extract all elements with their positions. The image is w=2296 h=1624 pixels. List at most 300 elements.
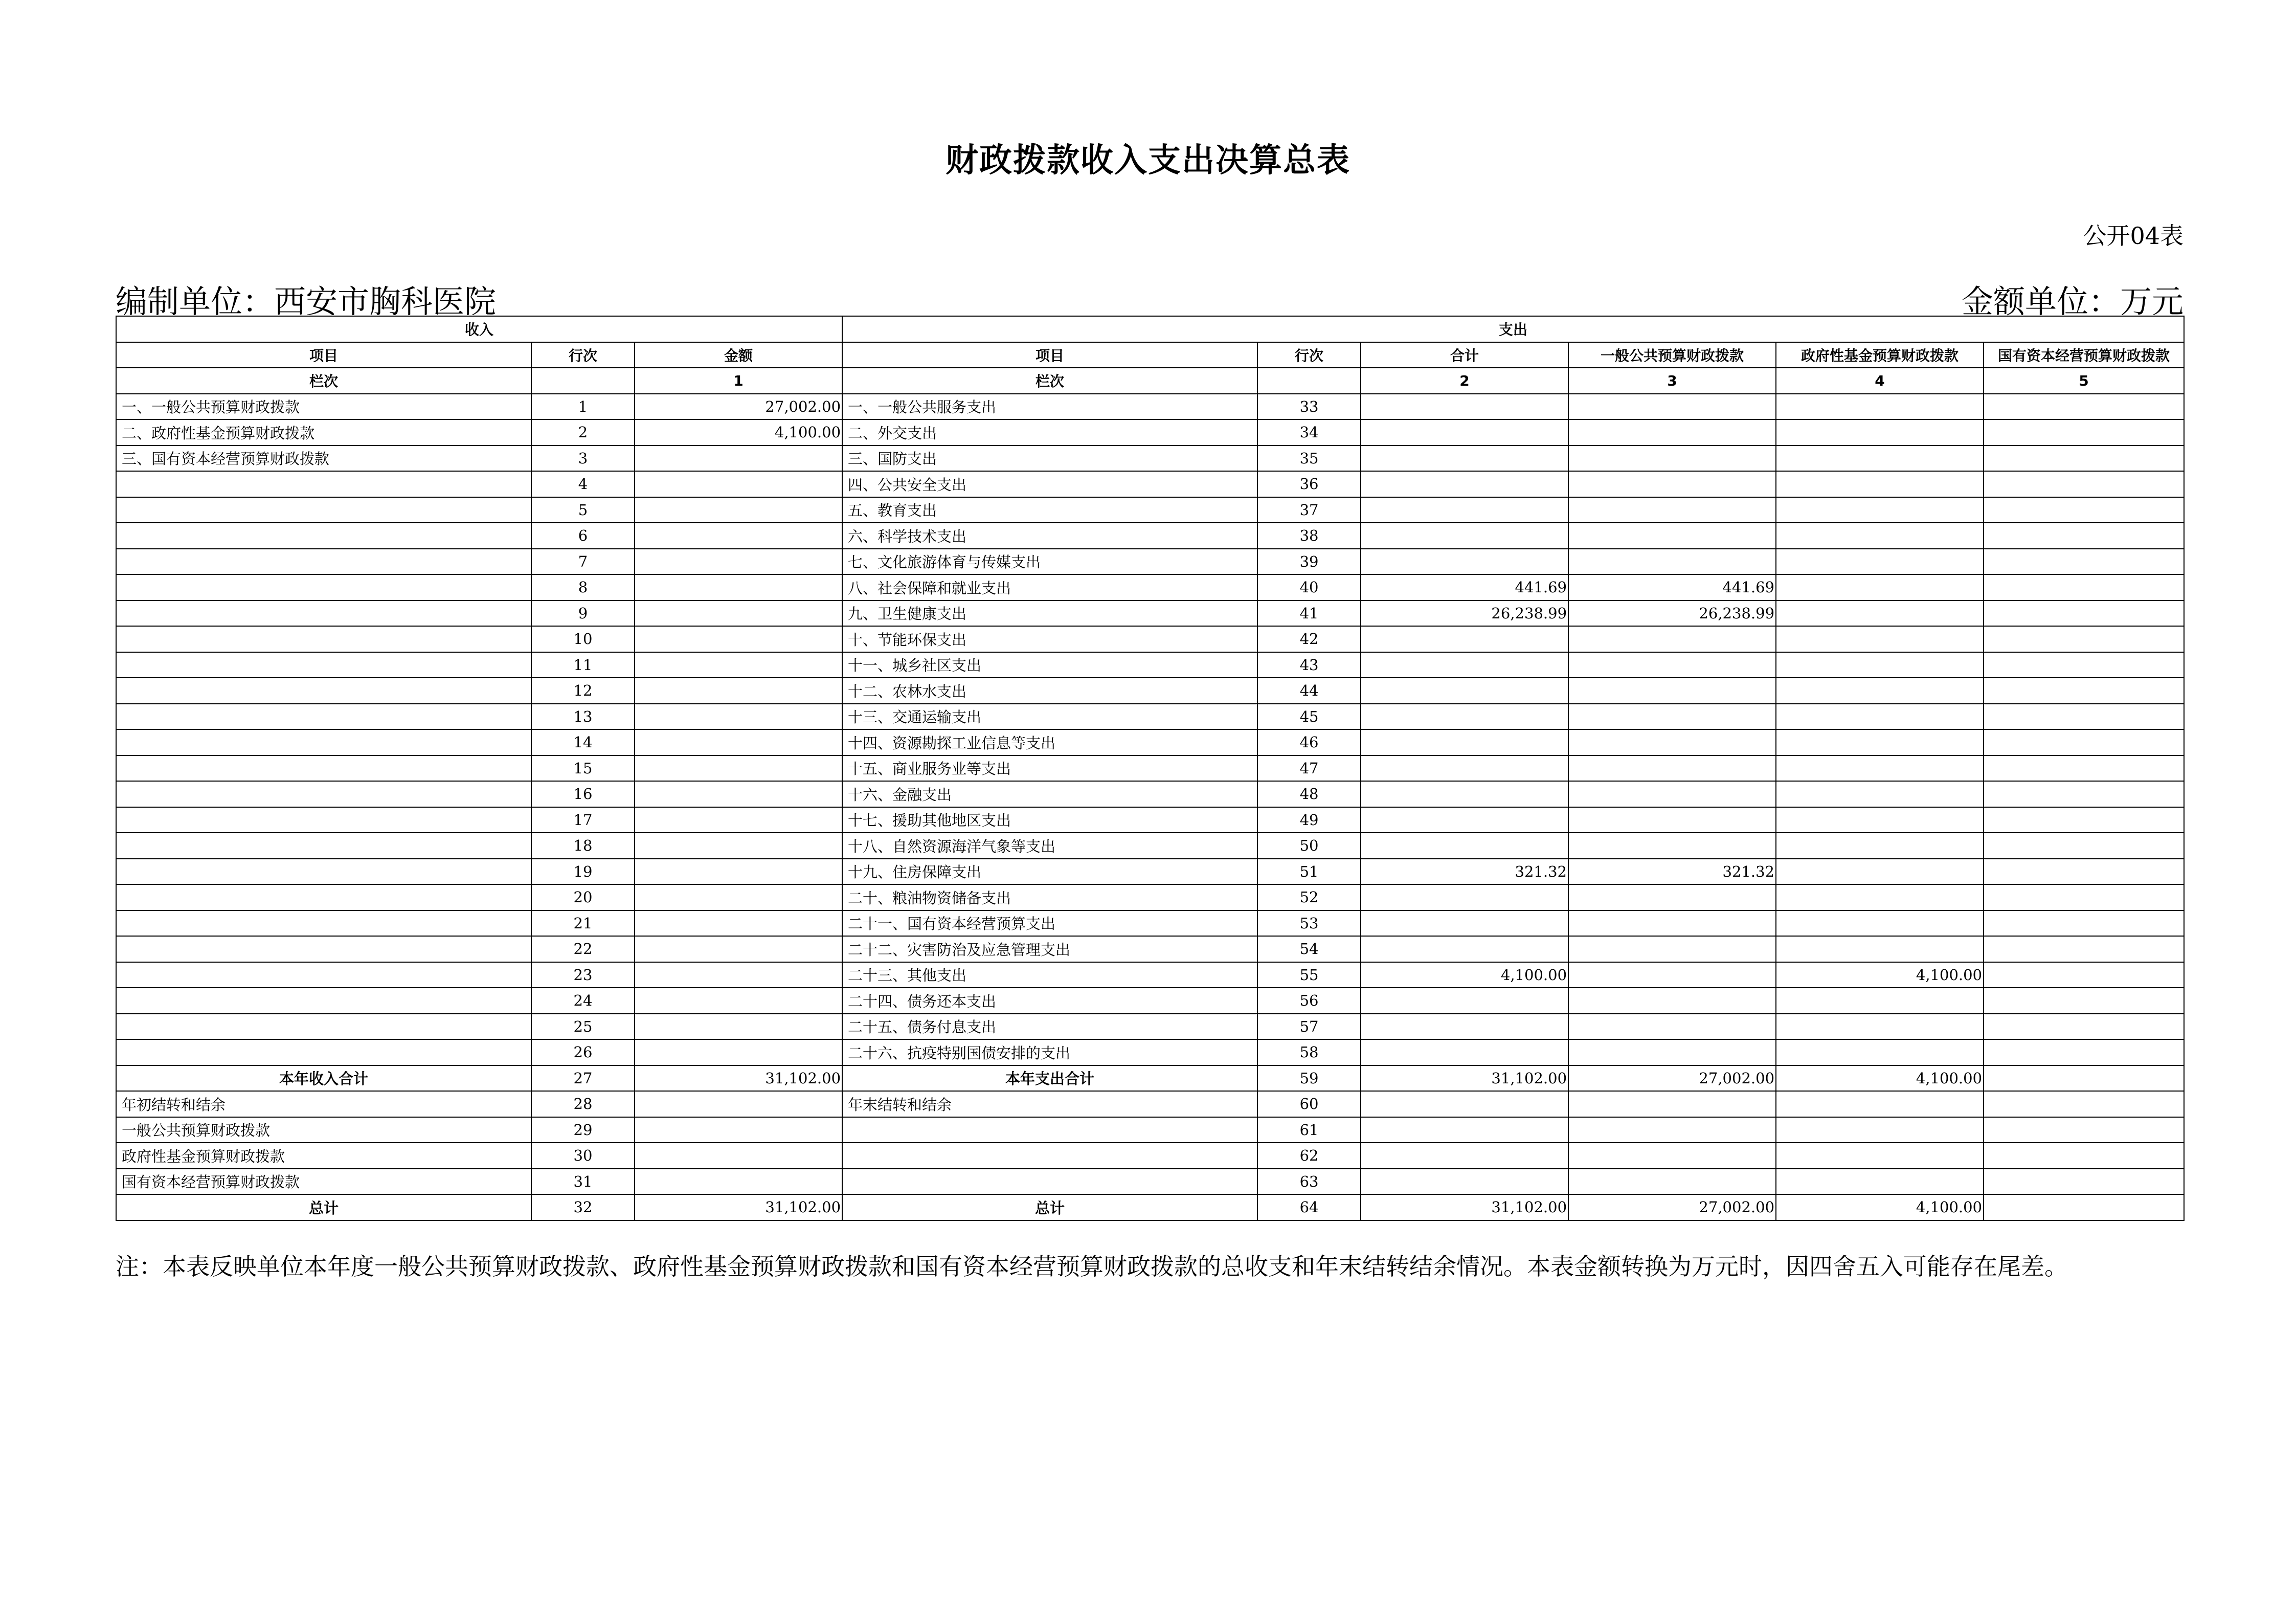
column-label: 栏次 xyxy=(842,368,1257,394)
expense-total xyxy=(1361,729,1568,755)
expense-line-no: 49 xyxy=(1257,807,1361,833)
income-line-no: 9 xyxy=(531,600,635,627)
gov-fund-amount xyxy=(1776,652,1984,678)
income-item xyxy=(116,574,531,600)
general-budget-amount: 26,238.99 xyxy=(1568,600,1776,627)
income-line-no: 21 xyxy=(531,910,635,937)
general-budget-amount xyxy=(1568,755,1776,782)
income-line-header: 行次 xyxy=(531,342,635,368)
income-header: 收入 xyxy=(116,316,842,342)
income-amount xyxy=(635,1117,842,1143)
table-row xyxy=(116,988,2184,1014)
income-line-no: 3 xyxy=(531,446,635,472)
income-line-no: 19 xyxy=(531,859,635,885)
expense-total xyxy=(1361,652,1568,678)
gov-fund-amount xyxy=(1776,471,1984,497)
income-item xyxy=(116,833,531,859)
income-amount xyxy=(635,523,842,549)
income-line-no: 5 xyxy=(531,497,635,523)
expense-line-no: 40 xyxy=(1257,574,1361,600)
expense-total xyxy=(1361,1014,1568,1040)
income-item xyxy=(116,936,531,962)
general-budget-amount xyxy=(1568,910,1776,937)
expense-line-no: 41 xyxy=(1257,600,1361,627)
total-header: 合计 xyxy=(1361,342,1568,368)
income-amount xyxy=(635,1143,842,1169)
expense-item: 二十二、灾害防治及应急管理支出 xyxy=(842,936,1257,962)
expense-line-no: 59 xyxy=(1257,1065,1361,1092)
income-line-no: 15 xyxy=(531,755,635,782)
expense-total xyxy=(1361,1143,1568,1169)
expense-item: 十九、住房保障支出 xyxy=(842,859,1257,885)
table-row xyxy=(116,781,2184,807)
income-item xyxy=(116,626,531,652)
general-budget-amount xyxy=(1568,936,1776,962)
income-line-no: 22 xyxy=(531,936,635,962)
gov-fund-amount xyxy=(1776,988,1984,1014)
expense-total xyxy=(1361,471,1568,497)
income-amount xyxy=(635,859,842,885)
expense-line-no: 51 xyxy=(1257,859,1361,885)
state-capital-amount xyxy=(1984,1194,2184,1220)
income-line-no: 7 xyxy=(531,549,635,575)
state-capital-amount xyxy=(1984,704,2184,730)
expense-total xyxy=(1361,523,1568,549)
income-item xyxy=(116,652,531,678)
column-number-2: 2 xyxy=(1361,368,1568,394)
income-item xyxy=(116,910,531,937)
gov-fund-header: 政府性基金预算财政拨款 xyxy=(1776,342,1984,368)
state-capital-amount xyxy=(1984,678,2184,704)
column-number-4: 4 xyxy=(1776,368,1984,394)
table-row xyxy=(116,471,2184,497)
general-budget-amount: 27,002.00 xyxy=(1568,1194,1776,1220)
income-item: 国有资本经营预算财政拨款 xyxy=(116,1169,531,1195)
general-budget-amount xyxy=(1568,1091,1776,1117)
expense-line-no: 39 xyxy=(1257,549,1361,575)
expense-total: 26,238.99 xyxy=(1361,600,1568,627)
state-capital-amount xyxy=(1984,859,2184,885)
gov-fund-amount xyxy=(1776,600,1984,627)
income-line-no: 2 xyxy=(531,419,635,446)
expense-total xyxy=(1361,419,1568,446)
expense-line-no: 35 xyxy=(1257,446,1361,472)
expense-item: 九、卫生健康支出 xyxy=(842,600,1257,627)
gov-fund-amount xyxy=(1776,574,1984,600)
income-item xyxy=(116,988,531,1014)
table-row xyxy=(116,807,2184,833)
expense-total xyxy=(1361,626,1568,652)
income-item xyxy=(116,497,531,523)
expense-line-no: 36 xyxy=(1257,471,1361,497)
expense-item xyxy=(842,1117,1257,1143)
state-capital-amount xyxy=(1984,1039,2184,1065)
gov-fund-amount xyxy=(1776,394,1984,420)
table-row xyxy=(116,419,2184,446)
expense-item: 五、教育支出 xyxy=(842,497,1257,523)
income-item: 总计 xyxy=(116,1194,531,1220)
table-row xyxy=(116,884,2184,910)
expense-line-no: 33 xyxy=(1257,394,1361,420)
income-line-no: 8 xyxy=(531,574,635,600)
expense-line-no: 52 xyxy=(1257,884,1361,910)
expense-item: 本年支出合计 xyxy=(842,1065,1257,1092)
column-number-5: 5 xyxy=(1984,368,2184,394)
general-budget-amount xyxy=(1568,729,1776,755)
footnote: 注：本表反映单位本年度一般公共预算财政拨款、政府性基金预算财政拨款和国有资本经营预算财政拨款的总收支和年末结转结余情况。本表金额转换为万元时，因四舍五入可能存在尾差。 xyxy=(116,1253,2068,1280)
gov-fund-amount: 4,100.00 xyxy=(1776,1194,1984,1220)
state-capital-amount xyxy=(1984,471,2184,497)
general-budget-amount xyxy=(1568,1169,1776,1195)
general-budget-amount xyxy=(1568,781,1776,807)
expense-item: 十五、商业服务业等支出 xyxy=(842,755,1257,782)
income-amount xyxy=(635,652,842,678)
income-line-no: 25 xyxy=(531,1014,635,1040)
expense-item: 二十一、国有资本经营预算支出 xyxy=(842,910,1257,937)
expense-total xyxy=(1361,394,1568,420)
state-capital-amount xyxy=(1984,394,2184,420)
state-capital-amount xyxy=(1984,600,2184,627)
state-capital-amount xyxy=(1984,962,2184,988)
income-amount xyxy=(635,678,842,704)
income-line-no: 1 xyxy=(531,394,635,420)
expense-item: 二十四、债务还本支出 xyxy=(842,988,1257,1014)
state-capital-amount xyxy=(1984,936,2184,962)
expense-line-header: 行次 xyxy=(1257,342,1361,368)
gov-fund-amount xyxy=(1776,1143,1984,1169)
expense-total xyxy=(1361,936,1568,962)
expense-item: 二十三、其他支出 xyxy=(842,962,1257,988)
income-line-no: 17 xyxy=(531,807,635,833)
amount-unit: 金额单位：万元 xyxy=(1961,283,2184,320)
income-item xyxy=(116,704,531,730)
expense-item: 二、外交支出 xyxy=(842,419,1257,446)
expense-total xyxy=(1361,497,1568,523)
table-row xyxy=(116,1065,2184,1092)
expense-line-no: 61 xyxy=(1257,1117,1361,1143)
expense-line-no: 55 xyxy=(1257,962,1361,988)
general-budget-amount xyxy=(1568,394,1776,420)
table-row xyxy=(116,394,2184,420)
income-amount xyxy=(635,497,842,523)
state-capital-amount xyxy=(1984,1117,2184,1143)
income-line-no: 32 xyxy=(531,1194,635,1220)
income-item: 二、政府性基金预算财政拨款 xyxy=(116,419,531,446)
table-row xyxy=(116,936,2184,962)
income-line-no: 28 xyxy=(531,1091,635,1117)
state-capital-amount xyxy=(1984,1143,2184,1169)
gov-fund-amount xyxy=(1776,523,1984,549)
gov-fund-amount xyxy=(1776,859,1984,885)
income-amount xyxy=(635,1091,842,1117)
income-amount xyxy=(635,729,842,755)
expense-line-no: 47 xyxy=(1257,755,1361,782)
expense-total xyxy=(1361,446,1568,472)
income-item xyxy=(116,471,531,497)
expense-item: 二十、粮油物资储备支出 xyxy=(842,884,1257,910)
table-row xyxy=(116,1091,2184,1117)
general-budget-amount xyxy=(1568,497,1776,523)
expense-total xyxy=(1361,1169,1568,1195)
income-amount xyxy=(635,704,842,730)
state-capital-amount xyxy=(1984,833,2184,859)
expense-line-no: 46 xyxy=(1257,729,1361,755)
income-item xyxy=(116,962,531,988)
state-capital-amount xyxy=(1984,729,2184,755)
state-capital-amount xyxy=(1984,781,2184,807)
gov-fund-amount xyxy=(1776,833,1984,859)
column-number-1: 1 xyxy=(635,368,842,394)
state-capital-amount xyxy=(1984,910,2184,937)
expense-item: 十六、金融支出 xyxy=(842,781,1257,807)
expense-line-no: 56 xyxy=(1257,988,1361,1014)
table-row xyxy=(116,1194,2184,1220)
income-item: 一、一般公共预算财政拨款 xyxy=(116,394,531,420)
general-budget-amount xyxy=(1568,446,1776,472)
income-item xyxy=(116,729,531,755)
table-row xyxy=(116,446,2184,472)
expense-total: 441.69 xyxy=(1361,574,1568,600)
income-amount: 27,002.00 xyxy=(635,394,842,420)
expense-item: 一、一般公共服务支出 xyxy=(842,394,1257,420)
income-item xyxy=(116,678,531,704)
general-budget-amount xyxy=(1568,833,1776,859)
income-item xyxy=(116,1039,531,1065)
income-amount xyxy=(635,1169,842,1195)
gov-fund-amount xyxy=(1776,446,1984,472)
income-amount xyxy=(635,446,842,472)
general-budget-amount xyxy=(1568,419,1776,446)
income-item: 年初结转和结余 xyxy=(116,1091,531,1117)
expense-total: 31,102.00 xyxy=(1361,1065,1568,1092)
income-amount xyxy=(635,549,842,575)
income-item xyxy=(116,781,531,807)
income-amount xyxy=(635,600,842,627)
income-line-no: 12 xyxy=(531,678,635,704)
general-budget-amount xyxy=(1568,523,1776,549)
expense-line-no: 64 xyxy=(1257,1194,1361,1220)
state-capital-amount xyxy=(1984,884,2184,910)
income-line-no: 6 xyxy=(531,523,635,549)
general-budget-amount: 27,002.00 xyxy=(1568,1065,1776,1092)
gov-fund-amount xyxy=(1776,419,1984,446)
income-line-no: 18 xyxy=(531,833,635,859)
state-capital-amount xyxy=(1984,652,2184,678)
state-capital-amount xyxy=(1984,419,2184,446)
income-amount: 31,102.00 xyxy=(635,1194,842,1220)
general-budget-amount xyxy=(1568,807,1776,833)
income-amount xyxy=(635,1014,842,1040)
expense-line-no: 62 xyxy=(1257,1143,1361,1169)
state-capital-amount xyxy=(1984,1065,2184,1092)
expense-line-no: 57 xyxy=(1257,1014,1361,1040)
state-capital-amount xyxy=(1984,755,2184,782)
gov-fund-amount: 4,100.00 xyxy=(1776,1065,1984,1092)
table-row xyxy=(116,1143,2184,1169)
income-amount xyxy=(635,574,842,600)
gov-fund-amount xyxy=(1776,884,1984,910)
expense-line-no: 44 xyxy=(1257,678,1361,704)
income-line-no: 24 xyxy=(531,988,635,1014)
general-budget-amount: 321.32 xyxy=(1568,859,1776,885)
gov-fund-amount xyxy=(1776,781,1984,807)
state-capital-amount xyxy=(1984,1014,2184,1040)
expense-total xyxy=(1361,704,1568,730)
gov-fund-amount xyxy=(1776,678,1984,704)
table-row xyxy=(116,497,2184,523)
gov-fund-amount xyxy=(1776,1091,1984,1117)
expense-total: 31,102.00 xyxy=(1361,1194,1568,1220)
income-item xyxy=(116,755,531,782)
expense-item: 二十五、债务付息支出 xyxy=(842,1014,1257,1040)
gov-fund-amount xyxy=(1776,549,1984,575)
income-line-no: 26 xyxy=(531,1039,635,1065)
general-budget-header: 一般公共预算财政拨款 xyxy=(1568,342,1776,368)
expense-item: 七、文化旅游体育与传媒支出 xyxy=(842,549,1257,575)
expense-line-no: 63 xyxy=(1257,1169,1361,1195)
income-line-no: 23 xyxy=(531,962,635,988)
expense-item: 总计 xyxy=(842,1194,1257,1220)
income-item xyxy=(116,1014,531,1040)
expense-total xyxy=(1361,781,1568,807)
column-label: 栏次 xyxy=(116,368,531,394)
column-number-3: 3 xyxy=(1568,368,1776,394)
income-line-no: 30 xyxy=(531,1143,635,1169)
expense-total xyxy=(1361,910,1568,937)
gov-fund-amount xyxy=(1776,1014,1984,1040)
general-budget-amount xyxy=(1568,1117,1776,1143)
state-capital-amount xyxy=(1984,549,2184,575)
income-amount xyxy=(635,755,842,782)
expense-total xyxy=(1361,755,1568,782)
table-row xyxy=(116,729,2184,755)
general-budget-amount xyxy=(1568,678,1776,704)
header-row-1 xyxy=(116,316,2184,342)
expense-total xyxy=(1361,988,1568,1014)
general-budget-amount xyxy=(1568,962,1776,988)
state-capital-amount xyxy=(1984,1091,2184,1117)
gov-fund-amount xyxy=(1776,497,1984,523)
expense-line-no: 37 xyxy=(1257,497,1361,523)
table-row xyxy=(116,523,2184,549)
general-budget-amount xyxy=(1568,1143,1776,1169)
general-budget-amount xyxy=(1568,1014,1776,1040)
header-row-2 xyxy=(116,342,2184,368)
expense-item: 四、公共安全支出 xyxy=(842,471,1257,497)
expense-total xyxy=(1361,1117,1568,1143)
income-amount xyxy=(635,910,842,937)
gov-fund-amount xyxy=(1776,1039,1984,1065)
expense-total: 4,100.00 xyxy=(1361,962,1568,988)
expense-line-no: 54 xyxy=(1257,936,1361,962)
expense-line-no: 34 xyxy=(1257,419,1361,446)
general-budget-amount xyxy=(1568,549,1776,575)
income-item xyxy=(116,807,531,833)
income-item: 三、国有资本经营预算财政拨款 xyxy=(116,446,531,472)
gov-fund-amount xyxy=(1776,936,1984,962)
income-amount xyxy=(635,807,842,833)
table-row xyxy=(116,755,2184,782)
expense-item-header: 项目 xyxy=(842,342,1257,368)
general-budget-amount xyxy=(1568,471,1776,497)
income-amount xyxy=(635,962,842,988)
income-item xyxy=(116,523,531,549)
expense-total xyxy=(1361,1091,1568,1117)
income-item: 本年收入合计 xyxy=(116,1065,531,1092)
expense-line-no: 60 xyxy=(1257,1091,1361,1117)
table-row xyxy=(116,574,2184,600)
table-row xyxy=(116,678,2184,704)
gov-fund-amount xyxy=(1776,626,1984,652)
table-row xyxy=(116,1039,2184,1065)
income-item xyxy=(116,859,531,885)
state-capital-header: 国有资本经营预算财政拨款 xyxy=(1984,342,2184,368)
income-amount xyxy=(635,884,842,910)
income-amount xyxy=(635,1039,842,1065)
column-number-row xyxy=(116,368,2184,394)
income-line-no: 4 xyxy=(531,471,635,497)
expense-total: 321.32 xyxy=(1361,859,1568,885)
column-blank xyxy=(531,368,635,394)
income-line-no: 10 xyxy=(531,626,635,652)
table-row xyxy=(116,626,2184,652)
expense-item: 十七、援助其他地区支出 xyxy=(842,807,1257,833)
income-line-no: 11 xyxy=(531,652,635,678)
gov-fund-amount xyxy=(1776,704,1984,730)
table-row xyxy=(116,704,2184,730)
income-line-no: 27 xyxy=(531,1065,635,1092)
expense-total xyxy=(1361,807,1568,833)
table-row xyxy=(116,652,2184,678)
expense-total xyxy=(1361,833,1568,859)
expense-item: 三、国防支出 xyxy=(842,446,1257,472)
column-blank xyxy=(1257,368,1361,394)
expense-item: 十四、资源勘探工业信息等支出 xyxy=(842,729,1257,755)
state-capital-amount xyxy=(1984,523,2184,549)
expense-item xyxy=(842,1143,1257,1169)
gov-fund-amount xyxy=(1776,807,1984,833)
state-capital-amount xyxy=(1984,446,2184,472)
expense-item: 十、节能环保支出 xyxy=(842,626,1257,652)
income-line-no: 14 xyxy=(531,729,635,755)
income-amount xyxy=(635,936,842,962)
expense-item xyxy=(842,1169,1257,1195)
expense-item: 十三、交通运输支出 xyxy=(842,704,1257,730)
state-capital-amount xyxy=(1984,497,2184,523)
expense-item: 十二、农林水支出 xyxy=(842,678,1257,704)
income-item-header: 项目 xyxy=(116,342,531,368)
expense-item: 十八、自然资源海洋气象等支出 xyxy=(842,833,1257,859)
income-amount xyxy=(635,781,842,807)
expense-item: 六、科学技术支出 xyxy=(842,523,1257,549)
state-capital-amount xyxy=(1984,807,2184,833)
income-line-no: 16 xyxy=(531,781,635,807)
income-item: 政府性基金预算财政拨款 xyxy=(116,1143,531,1169)
expense-line-no: 38 xyxy=(1257,523,1361,549)
form-number: 公开04表 xyxy=(2083,222,2184,250)
income-item xyxy=(116,549,531,575)
income-amount xyxy=(635,626,842,652)
gov-fund-amount: 4,100.00 xyxy=(1776,962,1984,988)
reporting-unit: 编制单位：西安市胸科医院 xyxy=(116,283,497,320)
page-title: 财政拨款收入支出决算总表 xyxy=(946,141,1350,180)
table-row xyxy=(116,1117,2184,1143)
income-item xyxy=(116,600,531,627)
table-row xyxy=(116,1169,2184,1195)
income-amount-header: 金额 xyxy=(635,342,842,368)
state-capital-amount xyxy=(1984,1169,2184,1195)
table-row xyxy=(116,859,2184,885)
